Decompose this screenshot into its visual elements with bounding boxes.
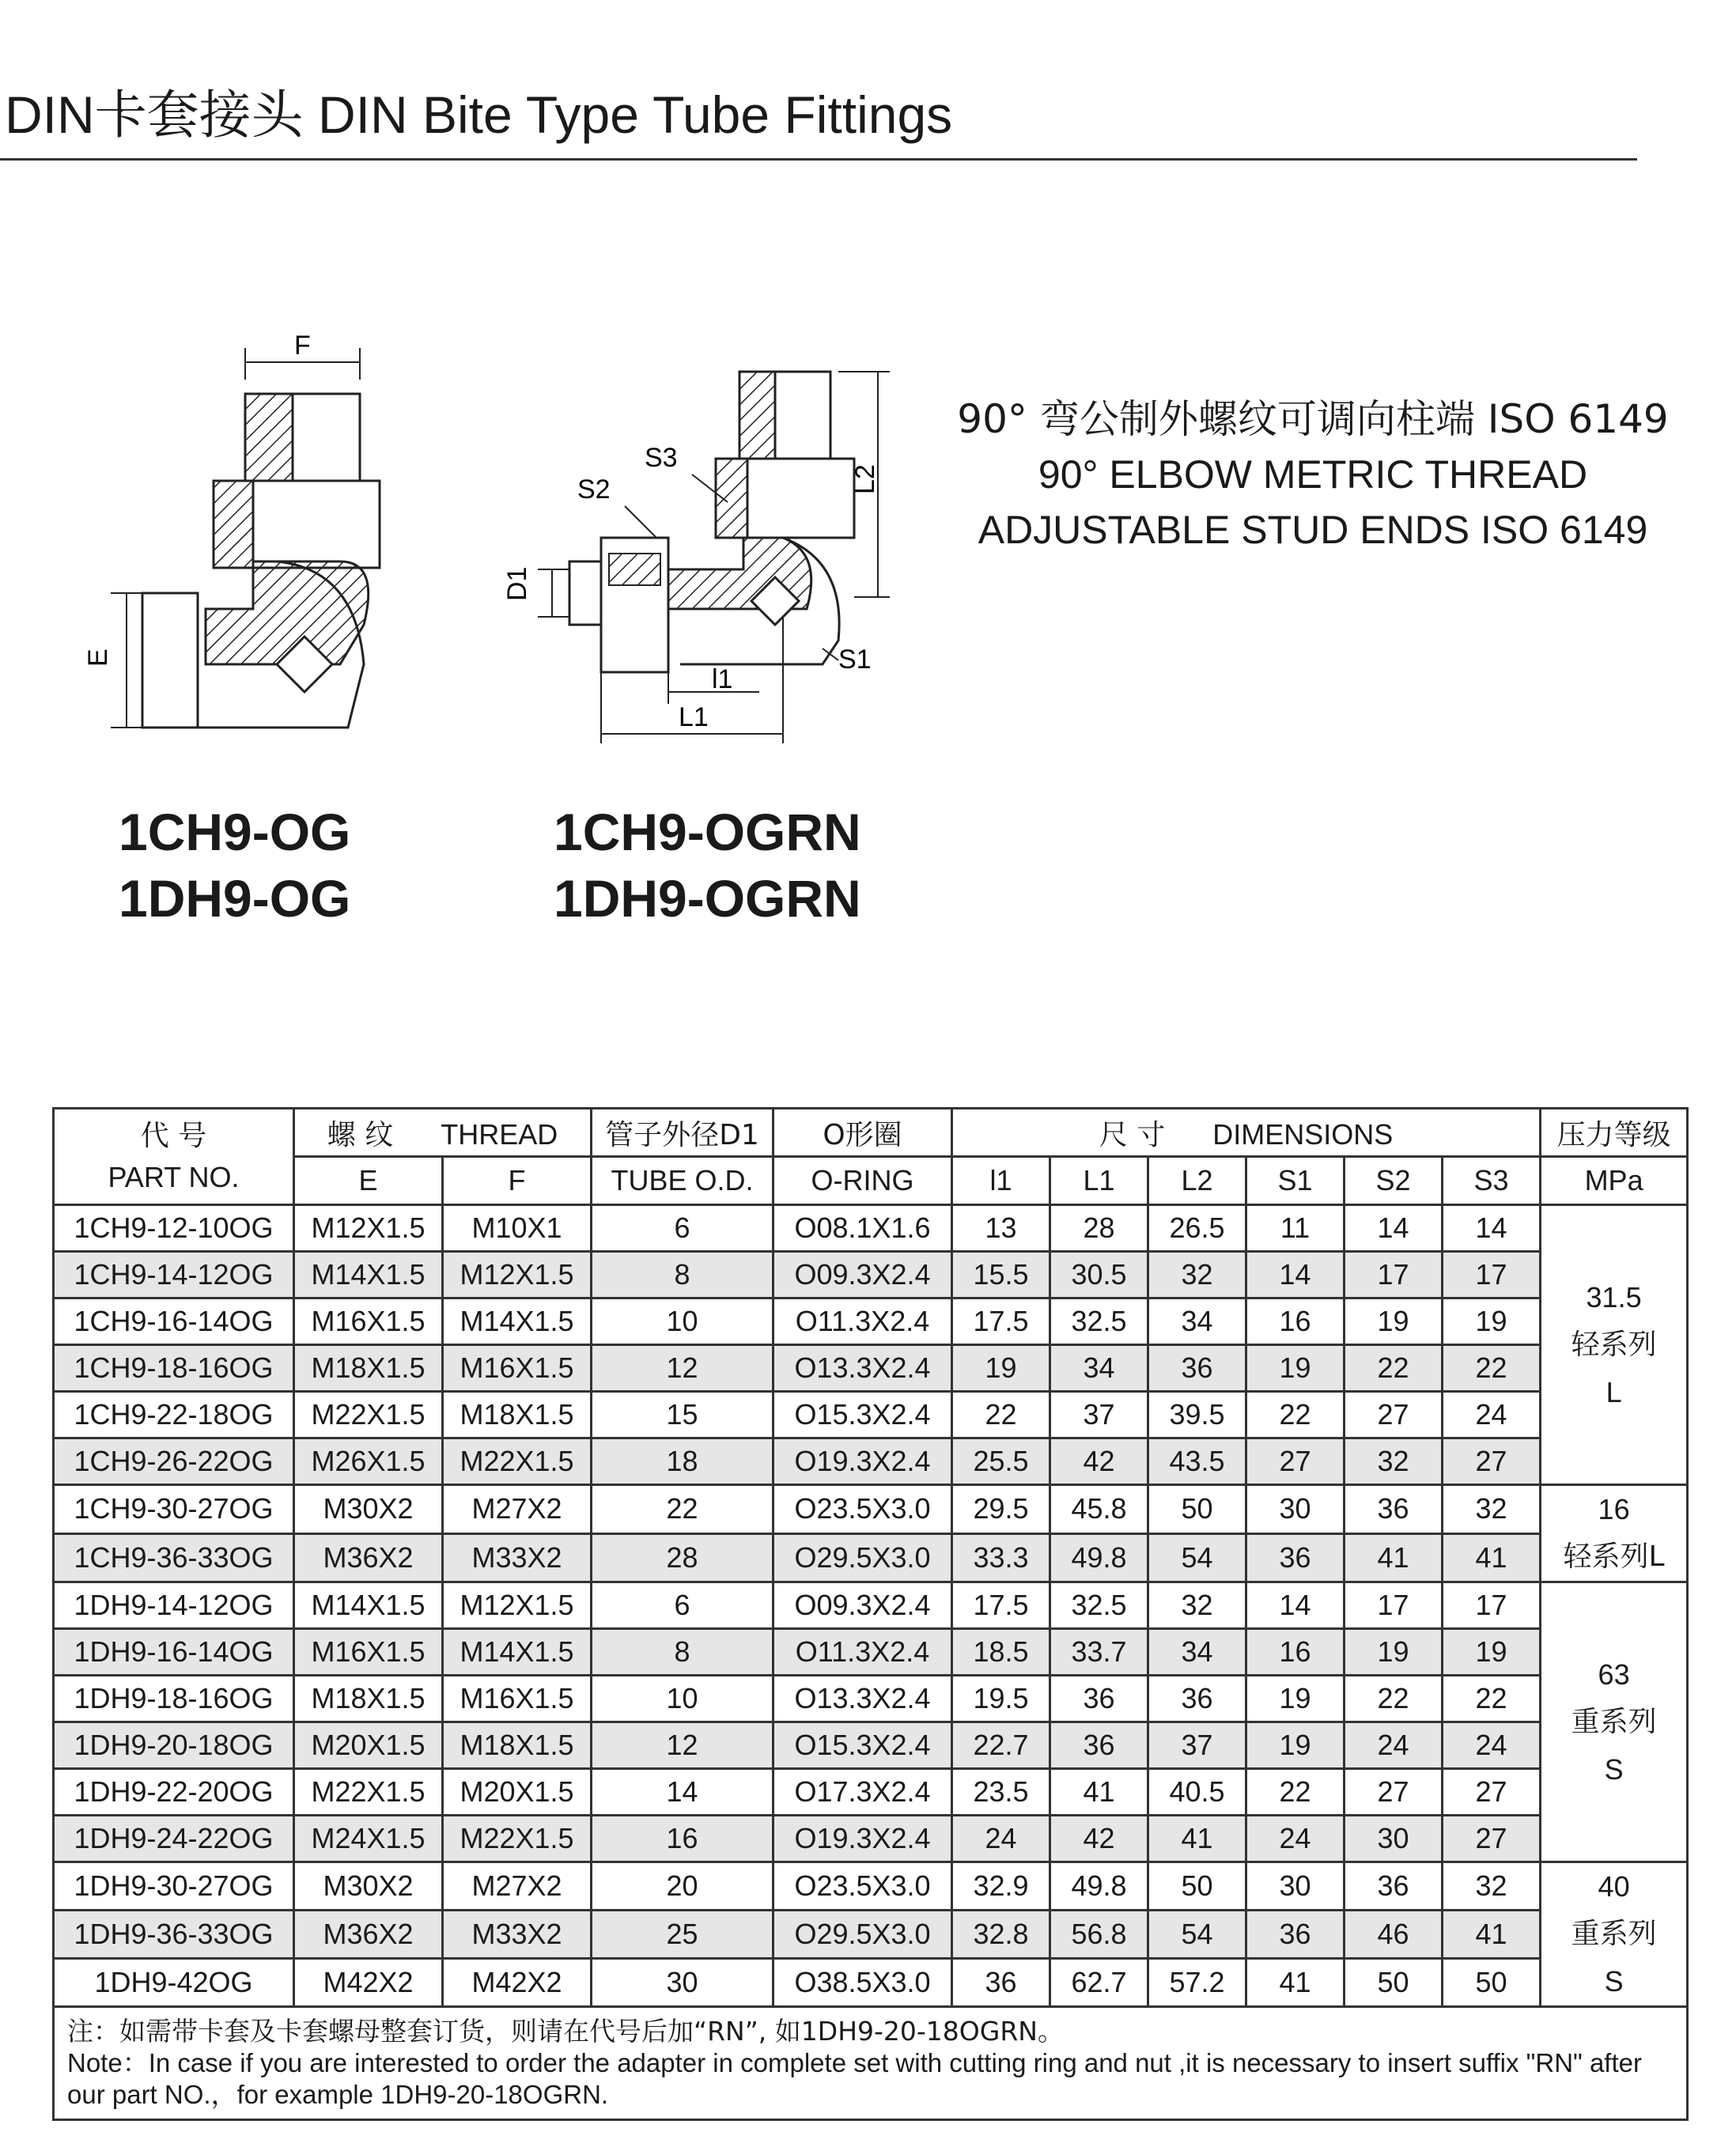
cell-tube-od: 10: [592, 1676, 773, 1722]
cell-e: M16X1.5: [294, 1298, 443, 1345]
cell-s1: 30: [1246, 1485, 1345, 1534]
cell-tube-od: 14: [592, 1769, 773, 1816]
cell-e: M30X2: [294, 1862, 443, 1911]
cell-s3: 19: [1443, 1298, 1541, 1345]
pressure-code: S: [1604, 1965, 1624, 1998]
cell-s3: 24: [1443, 1722, 1541, 1769]
cell-l1: 36: [1050, 1722, 1148, 1769]
cell-l2: 26.5: [1148, 1205, 1246, 1252]
cell-s1: 24: [1246, 1816, 1345, 1862]
cell-f: M42X2: [443, 1959, 592, 2007]
pressure-series: 轻系列L: [1563, 1540, 1665, 1573]
cell-l2: 36: [1148, 1676, 1246, 1722]
cell-oring: O29.5X3.0: [773, 1911, 952, 1959]
table-row: [54, 1582, 1688, 1629]
cell-f: M22X1.5: [443, 1816, 592, 1862]
cell-oring: O15.3X2.4: [773, 1392, 952, 1438]
order-note: [54, 2007, 1688, 2120]
header-part-no: 代 号 PART NO.: [54, 1109, 294, 1205]
cell-oring: O09.3X2.4: [773, 1582, 952, 1629]
table-row: [54, 1816, 1688, 1862]
cell-e: M30X2: [294, 1485, 443, 1534]
cell-l1: 42: [1050, 1816, 1148, 1862]
cell-tube-od: 16: [592, 1816, 773, 1862]
cell-s3: 24: [1443, 1392, 1541, 1438]
cell-s1: 11: [1246, 1205, 1345, 1252]
cell-s3: 32: [1443, 1485, 1541, 1534]
cell-s3: 41: [1443, 1911, 1541, 1959]
cell-l1-small: 17.5: [952, 1298, 1050, 1345]
header-l1-small: l1: [952, 1157, 1050, 1205]
cell-e: M20X1.5: [294, 1722, 443, 1769]
header-l1: L1: [1050, 1157, 1148, 1205]
label-l1: L1: [679, 702, 709, 732]
cell-e: M36X2: [294, 1911, 443, 1959]
cell-pressure-group: [1541, 1205, 1688, 1485]
cell-tube-od: 6: [592, 1205, 773, 1252]
cell-s1: 19: [1246, 1676, 1345, 1722]
cell-tube-od: 8: [592, 1629, 773, 1676]
model-code: 1DH9-OG: [119, 869, 351, 928]
cell-part-no: 1CH9-18-16OG: [54, 1345, 294, 1392]
cell-l1: 32.5: [1050, 1582, 1148, 1629]
table-row: [54, 1959, 1688, 2007]
header-tube-cn: 管子外径D1: [592, 1109, 773, 1157]
cell-s3: 19: [1443, 1629, 1541, 1676]
cell-tube-od: 28: [592, 1533, 773, 1582]
table-row: [54, 1722, 1688, 1769]
cell-l1: 32.5: [1050, 1298, 1148, 1345]
cell-s2: 24: [1345, 1722, 1443, 1769]
cell-oring: O13.3X2.4: [773, 1676, 952, 1722]
cell-tube-od: 12: [592, 1722, 773, 1769]
cell-s1: 22: [1246, 1392, 1345, 1438]
cell-s2: 27: [1345, 1392, 1443, 1438]
cell-l1-small: 29.5: [952, 1485, 1050, 1534]
cell-tube-od: 10: [592, 1298, 773, 1345]
cell-s2: 22: [1345, 1345, 1443, 1392]
cell-part-no: 1DH9-22-20OG: [54, 1769, 294, 1816]
cell-l1-small: 33.3: [952, 1533, 1050, 1582]
cell-f: M18X1.5: [443, 1392, 592, 1438]
cell-e: M14X1.5: [294, 1582, 443, 1629]
cell-f: M27X2: [443, 1485, 592, 1534]
cell-s1: 30: [1246, 1862, 1345, 1911]
cell-l1-small: 23.5: [952, 1769, 1050, 1816]
cell-l2: 50: [1148, 1485, 1246, 1534]
header-s2: S2: [1345, 1157, 1443, 1205]
cell-l1: 56.8: [1050, 1911, 1148, 1959]
model-codes-og: [119, 799, 350, 932]
cell-tube-od: 6: [592, 1582, 773, 1629]
cell-s2: 41: [1345, 1533, 1443, 1582]
cell-s1: 36: [1246, 1911, 1345, 1959]
cell-part-no: 1DH9-30-27OG: [54, 1862, 294, 1911]
description-en-2: ADJUSTABLE STUD ENDS ISO 6149: [978, 508, 1648, 552]
cell-e: M22X1.5: [294, 1769, 443, 1816]
cell-l1-small: 13: [952, 1205, 1050, 1252]
cell-tube-od: 18: [592, 1438, 773, 1485]
cell-s2: 17: [1345, 1252, 1443, 1298]
cell-f: M12X1.5: [443, 1582, 592, 1629]
cell-oring: O23.5X3.0: [773, 1862, 952, 1911]
cell-l1: 37: [1050, 1392, 1148, 1438]
cell-f: M18X1.5: [443, 1722, 592, 1769]
label-d1: D1: [502, 566, 532, 601]
table-row: [54, 1205, 1688, 1252]
cell-part-no: 1DH9-36-33OG: [54, 1911, 294, 1959]
cell-l1-small: 22.7: [952, 1722, 1050, 1769]
cell-f: M12X1.5: [443, 1252, 592, 1298]
cell-part-no: 1DH9-14-12OG: [54, 1582, 294, 1629]
cell-l2: 36: [1148, 1345, 1246, 1392]
cell-e: M22X1.5: [294, 1392, 443, 1438]
cell-l1: 34: [1050, 1345, 1148, 1392]
header-e: E: [294, 1157, 443, 1205]
cell-s1: 14: [1246, 1582, 1345, 1629]
cell-s1: 27: [1246, 1438, 1345, 1485]
cell-l1-small: 17.5: [952, 1582, 1050, 1629]
title-divider: [0, 158, 1637, 161]
cell-e: M26X1.5: [294, 1438, 443, 1485]
cell-f: M14X1.5: [443, 1298, 592, 1345]
cell-l1: 49.8: [1050, 1533, 1148, 1582]
header-dimensions: 尺 寸 DIMENSIONS: [952, 1109, 1541, 1157]
label-s2: S2: [577, 474, 611, 505]
cell-l1: 30.5: [1050, 1252, 1148, 1298]
cell-part-no: 1CH9-22-18OG: [54, 1392, 294, 1438]
header-tube-en: TUBE O.D.: [592, 1157, 773, 1205]
cell-l1: 49.8: [1050, 1862, 1148, 1911]
cell-f: M33X2: [443, 1533, 592, 1582]
cell-tube-od: 25: [592, 1911, 773, 1959]
cell-e: M42X2: [294, 1959, 443, 2007]
cell-l2: 34: [1148, 1629, 1246, 1676]
cell-tube-od: 30: [592, 1959, 773, 2007]
cell-s3: 22: [1443, 1345, 1541, 1392]
cell-s2: 27: [1345, 1769, 1443, 1816]
cell-s2: 36: [1345, 1862, 1443, 1911]
label-e: E: [83, 648, 113, 667]
pressure-series: 轻系列: [1571, 1328, 1657, 1361]
model-code: 1DH9-OGRN: [554, 869, 861, 928]
cell-l1-small: 32.9: [952, 1862, 1050, 1911]
cell-s2: 30: [1345, 1816, 1443, 1862]
cell-f: M27X2: [443, 1862, 592, 1911]
dimension-d1: [502, 567, 569, 617]
pressure-value: 63: [1598, 1657, 1630, 1691]
specification-table: [52, 1107, 1689, 2121]
cell-s2: 19: [1345, 1298, 1443, 1345]
note-en: Note：In case if you are interested to order the adapter in complete set with cutting ring and nut ,it is necessary to insert suffix "RN" after our part NO.，for example 1DH9-20-18OGRN.: [67, 2048, 1642, 2109]
model-code: 1CH9-OG: [119, 803, 351, 861]
cell-part-no: 1CH9-14-12OG: [54, 1252, 294, 1298]
cell-tube-od: 12: [592, 1345, 773, 1392]
table-row: [54, 1862, 1688, 1911]
cell-l1-small: 15.5: [952, 1252, 1050, 1298]
cell-l1: 28: [1050, 1205, 1148, 1252]
cell-l2: 32: [1148, 1252, 1246, 1298]
cell-part-no: 1CH9-16-14OG: [54, 1298, 294, 1345]
cell-l1-small: 36: [952, 1959, 1050, 2007]
cell-e: M36X2: [294, 1533, 443, 1582]
cell-part-no: 1CH9-36-33OG: [54, 1533, 294, 1582]
cell-e: M14X1.5: [294, 1252, 443, 1298]
table-row: [54, 1533, 1688, 1582]
cell-l1: 33.7: [1050, 1629, 1148, 1676]
header-oring-cn: O形圈: [773, 1109, 952, 1157]
cell-f: M10X1: [443, 1205, 592, 1252]
cell-f: M14X1.5: [443, 1629, 592, 1676]
pressure-code: L: [1606, 1375, 1622, 1408]
cell-s3: 14: [1443, 1205, 1541, 1252]
cell-s2: 36: [1345, 1485, 1443, 1534]
dimension-l1-small: [668, 664, 759, 704]
cell-l1-small: 24: [952, 1816, 1050, 1862]
cell-tube-od: 22: [592, 1485, 773, 1534]
cell-oring: O08.1X1.6: [773, 1205, 952, 1252]
cell-l1-small: 22: [952, 1392, 1050, 1438]
table-row: [54, 1392, 1688, 1438]
cell-l2: 37: [1148, 1722, 1246, 1769]
cell-s2: 46: [1345, 1911, 1443, 1959]
cell-f: M16X1.5: [443, 1676, 592, 1722]
cell-part-no: 1DH9-42OG: [54, 1959, 294, 2007]
cell-e: M16X1.5: [294, 1629, 443, 1676]
cell-l2: 50: [1148, 1862, 1246, 1911]
header-l2: L2: [1148, 1157, 1246, 1205]
header-f: F: [443, 1157, 592, 1205]
header-s3: S3: [1443, 1157, 1541, 1205]
pressure-value: 31.5: [1586, 1280, 1642, 1314]
cell-s2: 22: [1345, 1676, 1443, 1722]
cell-l2: 39.5: [1148, 1392, 1246, 1438]
cell-oring: O29.5X3.0: [773, 1533, 952, 1582]
cell-e: M12X1.5: [294, 1205, 443, 1252]
header-s1: S1: [1246, 1157, 1345, 1205]
pressure-series: 重系列: [1571, 1918, 1657, 1950]
table-row: [54, 1252, 1688, 1298]
cell-s3: 27: [1443, 1816, 1541, 1862]
cell-oring: O11.3X2.4: [773, 1298, 952, 1345]
cell-s2: 50: [1345, 1959, 1443, 2007]
label-f: F: [294, 331, 311, 361]
cell-s3: 17: [1443, 1582, 1541, 1629]
cell-l2: 34: [1148, 1298, 1246, 1345]
cell-tube-od: 8: [592, 1252, 773, 1298]
cell-l2: 57.2: [1148, 1959, 1246, 2007]
label-l1-small: l1: [712, 664, 733, 694]
header-oring-en: O-RING: [773, 1157, 952, 1205]
cell-l2: 54: [1148, 1911, 1246, 1959]
cell-oring: O17.3X2.4: [773, 1769, 952, 1816]
dimension-e: [83, 593, 142, 728]
label-l2: L2: [850, 464, 880, 494]
table-row: [54, 1298, 1688, 1345]
cell-s1: 16: [1246, 1629, 1345, 1676]
cell-tube-od: 20: [592, 1862, 773, 1911]
cell-part-no: 1DH9-18-16OG: [54, 1676, 294, 1722]
cell-l2: 40.5: [1148, 1769, 1246, 1816]
cell-l1-small: 18.5: [952, 1629, 1050, 1676]
cell-l1-small: 19.5: [952, 1676, 1050, 1722]
cell-part-no: 1DH9-20-18OG: [54, 1722, 294, 1769]
table-row: [54, 1629, 1688, 1676]
cell-f: M16X1.5: [443, 1345, 592, 1392]
fitting-drawing-ogrn: [490, 356, 933, 751]
table-row: [54, 1676, 1688, 1722]
cell-e: M18X1.5: [294, 1676, 443, 1722]
pressure-code: S: [1604, 1752, 1624, 1786]
cell-s3: 27: [1443, 1438, 1541, 1485]
cell-tube-od: 15: [592, 1392, 773, 1438]
cell-l1-small: 25.5: [952, 1438, 1050, 1485]
pressure-series: 重系列: [1571, 1705, 1657, 1738]
dimension-f: [245, 331, 360, 380]
cell-s3: 22: [1443, 1676, 1541, 1722]
cell-s1: 19: [1246, 1722, 1345, 1769]
description-cn: 90° 弯公制外螺纹可调向柱端 ISO 6149: [957, 396, 1669, 442]
cell-pressure-group: [1541, 1862, 1688, 2007]
cell-e: M24X1.5: [294, 1816, 443, 1862]
cell-s3: 32: [1443, 1862, 1541, 1911]
product-description: [941, 391, 1685, 558]
cell-s3: 50: [1443, 1959, 1541, 2007]
cell-l2: 43.5: [1148, 1438, 1246, 1485]
cell-l1: 36: [1050, 1676, 1148, 1722]
cell-s1: 16: [1246, 1298, 1345, 1345]
header-pressure-en: MPa: [1541, 1157, 1688, 1205]
cell-l2: 32: [1148, 1582, 1246, 1629]
cell-pressure-group: [1541, 1485, 1688, 1582]
fitting-drawing-og: [79, 324, 411, 735]
cell-part-no: 1DH9-16-14OG: [54, 1629, 294, 1676]
cell-s1: 14: [1246, 1252, 1345, 1298]
label-s3: S3: [645, 443, 678, 473]
cell-f: M20X1.5: [443, 1769, 592, 1816]
cell-oring: O19.3X2.4: [773, 1438, 952, 1485]
table-row: [54, 1769, 1688, 1816]
table-row: [54, 1485, 1688, 1534]
cell-oring: O11.3X2.4: [773, 1629, 952, 1676]
header-thread: 螺 纹 THREAD: [294, 1109, 592, 1157]
cell-oring: O19.3X2.4: [773, 1816, 952, 1862]
cell-s1: 19: [1246, 1345, 1345, 1392]
cell-l1-small: 19: [952, 1345, 1050, 1392]
cell-l1: 45.8: [1050, 1485, 1148, 1534]
cell-oring: O09.3X2.4: [773, 1252, 952, 1298]
cell-pressure-group: [1541, 1582, 1688, 1862]
cell-f: M33X2: [443, 1911, 592, 1959]
cell-l1-small: 32.8: [952, 1911, 1050, 1959]
pressure-value: 16: [1598, 1493, 1630, 1525]
pressure-value: 40: [1598, 1870, 1630, 1903]
cell-s3: 17: [1443, 1252, 1541, 1298]
cell-s1: 36: [1246, 1533, 1345, 1582]
cell-l2: 41: [1148, 1816, 1246, 1862]
cell-s2: 14: [1345, 1205, 1443, 1252]
cell-s2: 17: [1345, 1582, 1443, 1629]
cell-l2: 54: [1148, 1533, 1246, 1582]
model-code: 1CH9-OGRN: [554, 803, 861, 861]
table-row: [54, 1911, 1688, 1959]
cell-s2: 19: [1345, 1629, 1443, 1676]
cell-s3: 41: [1443, 1533, 1541, 1582]
cell-oring: O23.5X3.0: [773, 1485, 952, 1534]
cell-s2: 32: [1345, 1438, 1443, 1485]
cell-part-no: 1CH9-12-10OG: [54, 1205, 294, 1252]
model-codes-ogrn: [554, 799, 861, 932]
label-s1: S1: [838, 644, 872, 675]
cell-s1: 41: [1246, 1959, 1345, 2007]
cell-oring: O15.3X2.4: [773, 1722, 952, 1769]
cell-e: M18X1.5: [294, 1345, 443, 1392]
cell-l1: 62.7: [1050, 1959, 1148, 2007]
header-pressure-cn: 压力等级: [1541, 1109, 1688, 1157]
cell-f: M22X1.5: [443, 1438, 592, 1485]
cell-s1: 22: [1246, 1769, 1345, 1816]
cell-s3: 27: [1443, 1769, 1541, 1816]
cell-part-no: 1DH9-24-22OG: [54, 1816, 294, 1862]
cell-part-no: 1CH9-30-27OG: [54, 1485, 294, 1534]
cell-oring: O38.5X3.0: [773, 1959, 952, 2007]
table-row: [54, 1345, 1688, 1392]
cell-part-no: 1CH9-26-22OG: [54, 1438, 294, 1485]
note-cn: 注：如需带卡套及卡套螺母整套订货，则请在代号后加“RN”, 如1DH9-20-18OGRN。: [67, 2016, 1064, 2047]
cell-l1: 42: [1050, 1438, 1148, 1485]
cell-l1: 41: [1050, 1769, 1148, 1816]
description-en-1: 90° ELBOW METRIC THREAD: [1038, 452, 1588, 497]
table-row: [54, 1438, 1688, 1485]
page-title: DIN卡套接头 DIN Bite Type Tube Fittings: [5, 85, 953, 144]
cell-oring: O13.3X2.4: [773, 1345, 952, 1392]
